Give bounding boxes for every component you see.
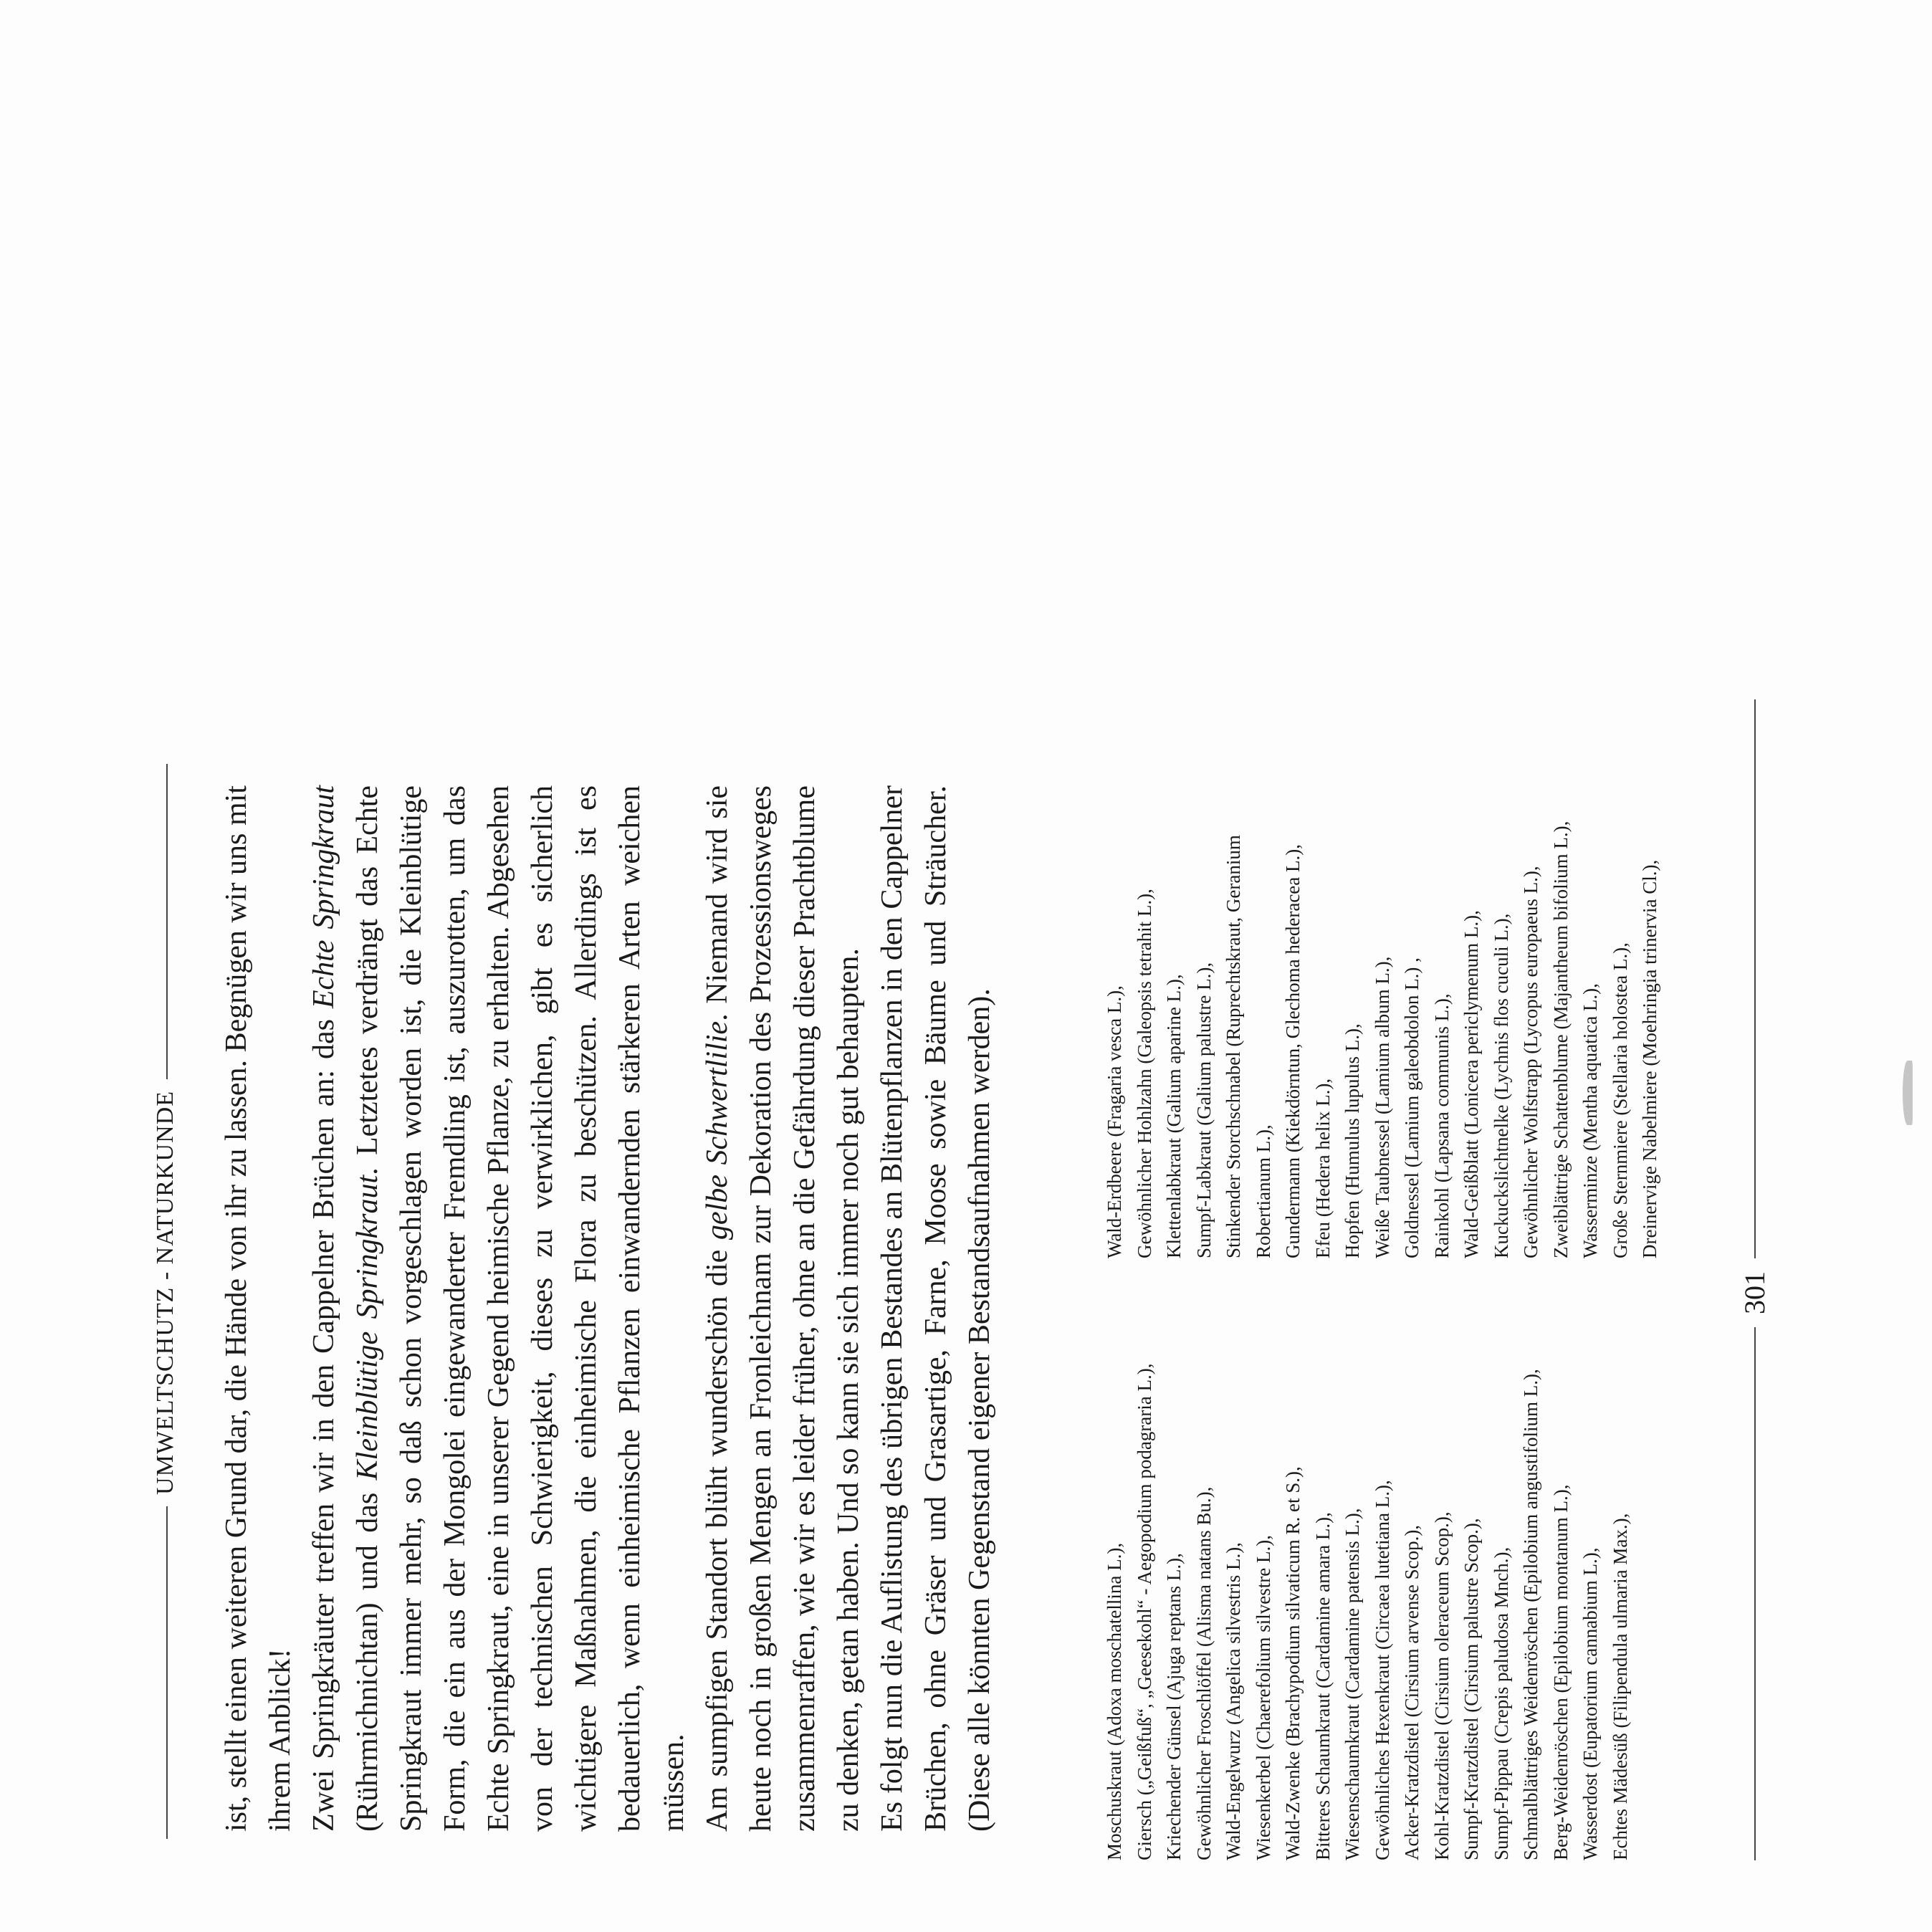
document-page xyxy=(0,654,1932,1932)
species-item: Giersch („Geißfuß“, „Geesekohl“ - Aegopodium podagraria L.), xyxy=(1133,1363,1155,1860)
species-item: Efeu (Hedera helix L.), xyxy=(1311,1078,1334,1258)
species-item: Wasserdost (Eupatorium cannabium L.), xyxy=(1579,1547,1601,1860)
species-item: Bitteres Schaumkraut (Cardamine amara L.), xyxy=(1311,1512,1334,1860)
species-item: Wald-Geißblatt (Lonicera periclymenum L.), xyxy=(1460,910,1482,1258)
species-item: Sumpf-Pippau (Crepis paludosa Mnch.), xyxy=(1490,1546,1512,1860)
paragraph-text: Es folgt nun die Auflistung des übrigen Bestandes an Blütenpflanzen in den Cappelner Brüchen, ohne Gräser und Grasartige, Farne, Moose sowie Bäume und Sträucher. (Diese alle könnten Gegenstand eigener Bestandsaufnahmen werden). xyxy=(876,785,996,1832)
body-text xyxy=(215,785,1002,1832)
species-item: Kuckuckslichtnelke (Lychnis flos cuculi L.), xyxy=(1490,913,1512,1258)
species-item: Gewöhnlicher Wolfstrapp (Lycopus europaeus L.), xyxy=(1520,866,1541,1258)
species-item: Große Sternmiere (Stellaria holostea L.), xyxy=(1609,942,1631,1258)
species-item: Rainkohl (Lapsana communis L.), xyxy=(1430,993,1453,1258)
paragraph-text: . Letztetes verdrängt das Echte Springkraut immer mehr, so daß schon vorgeschlagen worden ist, die Kleinblütige Form, die ein aus der Mongolei eingewanderter Fremdling ist, auszurotten, um das Echte Springkraut, eine in unserer Gegend heimische Pflanze, zu erhalten. Abgesehen von der technischen Schwierigkeit, dieses zu verwirklichen, gibt es sicherlich wichtigere Maßnahmen, die einheimische Flora zu beschützen. Allerdings ist es bedauerlich, wenn einheimische Pflanzen einwandernden stärkeren Arten weichen müssen. xyxy=(351,785,690,1832)
species-item: Wald-Erdbeere (Fragaria vesca L.), xyxy=(1104,985,1125,1258)
paragraph-text: . Niemand wird sie heute noch in großen Mengen an Fronleichnam zur Dekoration des Prozessionsweges zusammenraffen, wie wir es leider früher, ohne an die Gefährdung dieser Prachtblume zu denken, getan haben. Und so kann sie sich immer noch gut behaupten. xyxy=(701,785,865,1832)
body-paragraph xyxy=(871,785,1002,1832)
species-item: Berg-Weidenröschen (Epilobium montanum L.), xyxy=(1549,1484,1572,1860)
species-item: Wasserminze (Mentha aquatica L.), xyxy=(1579,983,1601,1258)
species-item: Sumpf-Labkraut (Galium palustre L.), xyxy=(1192,962,1215,1258)
paragraph-text: Am sumpfigen Standort blüht wunderschön die xyxy=(701,1240,734,1832)
species-item: Klettenlabkraut (Galium aparine L.), xyxy=(1163,974,1185,1258)
running-header xyxy=(152,654,179,1932)
species-item: Stinkender Storchschnabel (Ruprechtskraut, Geranium Robertianum L.), xyxy=(1223,835,1274,1258)
species-item: Echtes Mädesüß (Filipendula ulmaria Max.), xyxy=(1609,1513,1631,1860)
page-number-text: 301 xyxy=(1739,1258,1771,1327)
species-item: Wiesenschaumkraut (Cardamine patensis L.), xyxy=(1342,1508,1363,1860)
italic-species-name: gelbe Schwertlilie xyxy=(701,1020,734,1240)
species-item: Sumpf-Kratzdistel (Cirsium palustre Scop.), xyxy=(1460,1518,1482,1860)
italic-species-name: Echte Springkraut xyxy=(307,785,340,1009)
scan-edge-mark xyxy=(1903,1061,1913,1125)
species-item: Goldnessel (Lamium galeobdolon L.) , xyxy=(1401,957,1422,1258)
species-item: Kriechender Günsel (Ajuga reptans L.), xyxy=(1163,1553,1185,1860)
paragraph-text: (Rührmichnichtan) und das xyxy=(351,1480,384,1832)
body-paragraph xyxy=(696,785,871,1832)
paragraph-text: ist, stellt einen weiteren Grund dar, die Hände von ihr zu lassen. Begnügen wir uns mit ihrem Anblick! xyxy=(220,785,297,1832)
species-list-right xyxy=(1100,757,1665,1258)
page-number xyxy=(1738,654,1771,1932)
species-item: Wald-Zwenke (Brachypodium silvaticum R. et S.), xyxy=(1282,1466,1304,1860)
species-item: Schmalblättriges Weidenröschen (Epilobium angustifolium L.), xyxy=(1520,1369,1541,1860)
species-item: Wald-Engelwurz (Angelica silvestris L.), xyxy=(1223,1542,1244,1860)
species-item: Dreinervige Nabelmiere (Moehringia trinervia Cl.), xyxy=(1639,859,1660,1258)
species-item: Wiesenkerbel (Chaerefolium silvestre L.), xyxy=(1252,1535,1274,1860)
paragraph-text: Zwei Springkräuter treffen wir in den Cappelner Brüchen an: das xyxy=(307,1008,340,1832)
italic-species-name: Kleinblütige Springkraut xyxy=(351,1175,384,1481)
running-header-text: UMWELTSCHUTZ - NATURKUNDE xyxy=(152,1079,178,1506)
species-item: Gundermann (Kiekdörntun, Glechoma hederacea L.), xyxy=(1282,843,1304,1258)
species-item: Hopfen (Humulus lupulus L.), xyxy=(1342,1023,1363,1258)
body-paragraph xyxy=(302,785,696,1832)
species-item: Gewöhnlicher Hohlzahn (Galeopsis tetrahit L.), xyxy=(1133,889,1155,1258)
species-list-left xyxy=(1100,1359,1635,1860)
species-item: Acker-Kratzdistel (Cirsium arvense Scop.), xyxy=(1401,1524,1422,1860)
species-item: Moschuskraut (Adoxa moschatellina L.), xyxy=(1104,1542,1125,1860)
species-item: Kohl-Kratzdistel (Cirsium oleraceum Scop.), xyxy=(1430,1511,1453,1860)
species-item: Gewöhnliches Hexenkraut (Circaea lutetiana L.), xyxy=(1371,1480,1393,1860)
species-item: Gewöhnlicher Froschlöffel (Alisma natans Bu.), xyxy=(1192,1486,1215,1860)
species-item: Zweiblättrige Schattenblume (Majantheum bifolium L.), xyxy=(1549,821,1572,1258)
species-item: Weiße Taubnessel (Lamium album L.), xyxy=(1371,956,1393,1258)
body-paragraph xyxy=(215,785,302,1832)
